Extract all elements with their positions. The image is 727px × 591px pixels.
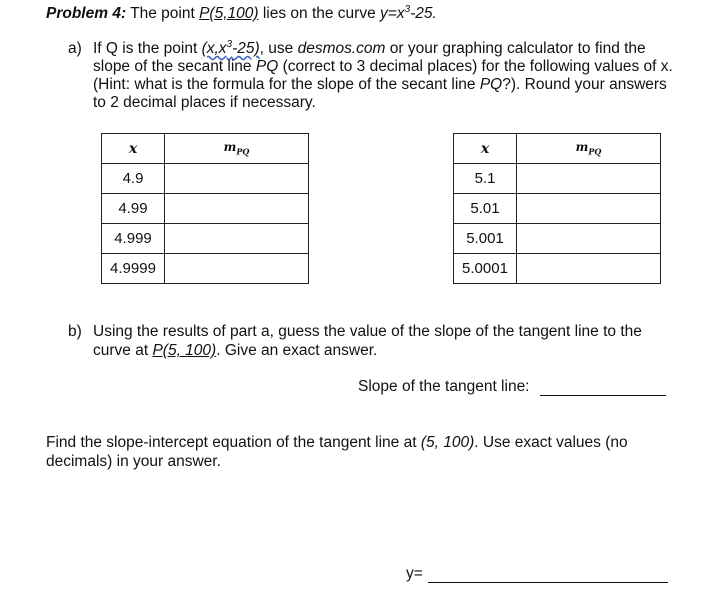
x-value: 5.001 bbox=[454, 224, 517, 254]
slope-label: Slope of the tangent line: bbox=[358, 378, 530, 395]
x-value: 4.999 bbox=[102, 224, 165, 254]
m-header-main: m bbox=[575, 140, 589, 155]
slope-answer-row bbox=[358, 378, 666, 396]
x-header: x bbox=[454, 134, 517, 164]
part-b-t1: Using the results of part a, guess the value of the slope of the tangent line to the curve at bbox=[93, 323, 642, 359]
part-a-t1: If Q is the point bbox=[93, 40, 202, 57]
part-b-label: b) bbox=[68, 323, 82, 340]
table-row bbox=[102, 194, 309, 224]
part-a-text bbox=[93, 40, 678, 112]
part-a bbox=[68, 40, 678, 112]
equation-answer-row bbox=[406, 565, 668, 583]
m-pq-answer-cell[interactable] bbox=[165, 224, 309, 254]
m-header-sub: PQ bbox=[236, 146, 250, 157]
equation-t1: Find the slope-intercept equation of the tangent line at bbox=[46, 434, 421, 451]
part-a-t2: , use bbox=[259, 40, 298, 57]
table-row bbox=[454, 224, 661, 254]
part-a-pq: PQ bbox=[255, 58, 279, 75]
m-pq-header bbox=[517, 134, 661, 164]
x-value: 5.0001 bbox=[454, 254, 517, 284]
m-pq-answer-cell[interactable] bbox=[165, 194, 309, 224]
m-pq-answer-cell[interactable] bbox=[517, 254, 661, 284]
slope-answer-blank[interactable] bbox=[540, 379, 666, 396]
problem-curve: $y=x^3-25$. bbox=[380, 3, 437, 22]
problem-label: Problem 4: bbox=[46, 5, 127, 22]
equation-t2: . Use exact values (no decimals) in your answer. bbox=[46, 434, 628, 470]
part-a-q-point: $(x,x^3-25)$ bbox=[201, 38, 260, 57]
equation-instructions bbox=[46, 433, 666, 471]
m-header-main: m bbox=[223, 140, 237, 155]
m-pq-answer-cell[interactable] bbox=[517, 224, 661, 254]
part-a-pq2: PQ bbox=[479, 76, 503, 93]
part-a-t4: (correct to 3 decimal places) for the following values of x. (Hint: what is the formula for the slope of the secant line bbox=[93, 58, 673, 93]
x-header: x bbox=[102, 134, 165, 164]
problem-text-before: The point bbox=[126, 5, 200, 22]
problem-title bbox=[46, 5, 437, 23]
table-right-header bbox=[454, 134, 661, 164]
y-label: y= bbox=[406, 565, 423, 582]
x-value: 4.99 bbox=[102, 194, 165, 224]
part-a-t5: ?). Round your answers to 2 decimal places if necessary. bbox=[93, 76, 667, 111]
part-b-text bbox=[93, 322, 678, 360]
x-value: 4.9999 bbox=[102, 254, 165, 284]
part-a-site: desmos.com bbox=[297, 40, 386, 57]
part-a-t3: or your graphing calculator to find the slope of the secant line bbox=[93, 40, 646, 75]
problem-point: P(5,100) bbox=[199, 5, 259, 22]
part-b-t2: . Give an exact answer. bbox=[216, 342, 378, 359]
part-b-point: P(5, 100) bbox=[152, 342, 217, 359]
problem-text-mid: lies on the curve bbox=[258, 5, 381, 22]
table-row bbox=[454, 164, 661, 194]
x-value: 4.9 bbox=[102, 164, 165, 194]
part-b bbox=[68, 322, 678, 360]
m-pq-header bbox=[165, 134, 309, 164]
equation-point: (5, 100) bbox=[420, 434, 475, 451]
table-row bbox=[102, 224, 309, 254]
m-pq-answer-cell[interactable] bbox=[517, 164, 661, 194]
table-right bbox=[453, 133, 661, 284]
m-header-sub: PQ bbox=[588, 146, 602, 157]
table-row bbox=[454, 254, 661, 284]
m-pq-answer-cell[interactable] bbox=[165, 254, 309, 284]
table-row bbox=[102, 254, 309, 284]
m-pq-answer-cell[interactable] bbox=[517, 194, 661, 224]
table-row bbox=[102, 164, 309, 194]
part-a-label: a) bbox=[68, 40, 82, 57]
table-left-header bbox=[102, 134, 309, 164]
equation-answer-blank[interactable] bbox=[428, 567, 668, 583]
table-left bbox=[101, 133, 309, 284]
table-row bbox=[454, 194, 661, 224]
m-pq-answer-cell[interactable] bbox=[165, 164, 309, 194]
x-value: 5.01 bbox=[454, 194, 517, 224]
x-value: 5.1 bbox=[454, 164, 517, 194]
